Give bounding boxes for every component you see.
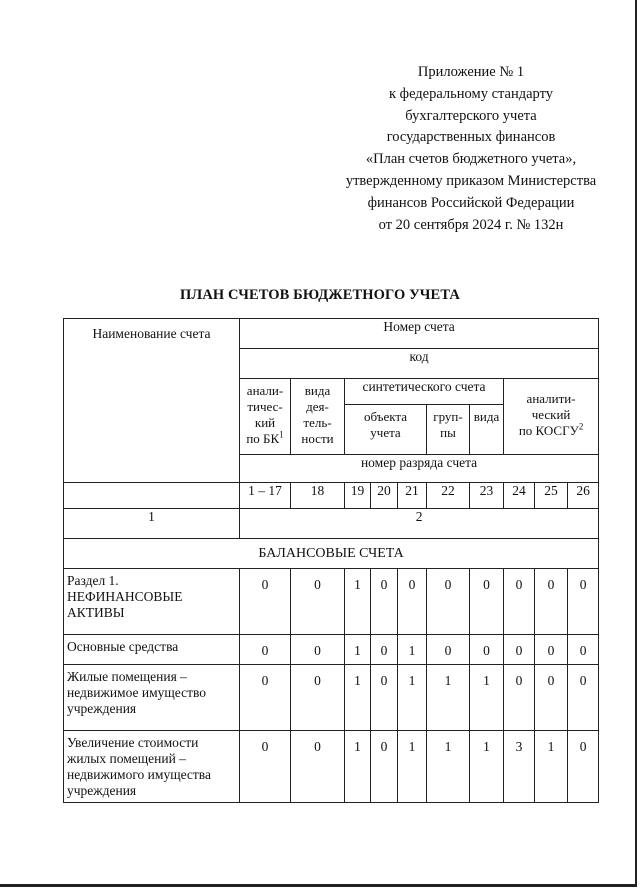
- digit-cell: 1 – 17: [240, 483, 291, 509]
- account-digit-cell: 0: [291, 569, 345, 635]
- column-number-1: 1: [64, 509, 240, 539]
- appendix-line: Приложение № 1: [417, 64, 525, 80]
- table-row: [64, 569, 599, 635]
- account-digit-cell: 0: [568, 635, 599, 665]
- account-digit-cell: 1: [345, 635, 371, 665]
- header-account-number: Номер счета: [240, 319, 599, 349]
- account-name-cell: Жилые помещения – недвижимое имущество учреждения: [64, 665, 240, 731]
- digits-row: [64, 483, 599, 509]
- account-digit-cell: 0: [470, 635, 504, 665]
- header-kosgu-text: аналити- ческий по КОСГУ: [518, 391, 579, 438]
- table-row: [64, 731, 599, 803]
- account-digit-cell: 0: [240, 731, 291, 803]
- account-digit-cell: 0: [291, 635, 345, 665]
- account-digit-cell: 0: [427, 569, 470, 635]
- account-digit-cell: 1: [345, 665, 371, 731]
- digit-cell: 23: [470, 483, 504, 509]
- account-digit-cell: 1: [427, 665, 470, 731]
- digit-cell: 19: [345, 483, 371, 509]
- header-accounting-object: [345, 405, 427, 455]
- appendix-line: «План счетов бюджетного учета»,: [365, 151, 577, 168]
- appendix-line: финансов Российской Федерации: [367, 194, 575, 211]
- account-digit-cell: 0: [398, 569, 427, 635]
- accounts-plan-table: [63, 318, 599, 803]
- footnote-2-mark: 2: [578, 421, 584, 432]
- account-name-cell: Раздел 1. НЕФИНАНСОВЫЕ АКТИВЫ: [64, 569, 240, 635]
- account-digit-cell: 0: [568, 569, 599, 635]
- account-digit-cell: 1: [398, 665, 427, 731]
- account-digit-cell: 1: [345, 569, 371, 635]
- account-name-cell: Увеличение стоимости жилых помещений – недвижимого имущества учреждения: [64, 731, 240, 803]
- account-digit-cell: 0: [240, 569, 291, 635]
- digit-cell: 20: [371, 483, 398, 509]
- account-digit-cell: 0: [371, 569, 398, 635]
- account-digit-cell: 1: [470, 665, 504, 731]
- account-digit-cell: 0: [291, 665, 345, 731]
- header-group: [427, 405, 470, 455]
- account-digit-cell: 1: [345, 731, 371, 803]
- account-digit-cell: 1: [535, 731, 568, 803]
- account-digit-cell: 0: [240, 665, 291, 731]
- header-kind: вида: [470, 405, 504, 455]
- account-digit-cell: 0: [504, 665, 535, 731]
- account-digit-cell: 0: [535, 635, 568, 665]
- account-digit-cell: 0: [240, 635, 291, 665]
- account-digit-cell: 0: [470, 569, 504, 635]
- appendix-block: [340, 62, 602, 236]
- digit-cell: 22: [427, 483, 470, 509]
- header-synthetic-account: синтетического счета: [345, 379, 504, 405]
- account-digit-cell: 0: [371, 731, 398, 803]
- account-name-cell: Основные средства: [64, 635, 240, 665]
- digit-cell: 25: [535, 483, 568, 509]
- table-row: [64, 635, 599, 665]
- column-number-2: 2: [240, 509, 599, 539]
- account-digit-cell: 0: [371, 665, 398, 731]
- header-activity-kind-text: вида дея- тель- ности: [301, 383, 334, 446]
- header-activity-kind: [291, 379, 345, 455]
- header-kosgu: [504, 379, 599, 455]
- appendix-line: от 20 сентября 2024 г. № 132н: [378, 216, 564, 233]
- account-digit-cell: 0: [568, 665, 599, 731]
- header-code: код: [240, 349, 599, 379]
- section-balance-accounts: БАЛАНСОВЫЕ СЧЕТА: [64, 539, 599, 569]
- account-digit-cell: 0: [291, 731, 345, 803]
- digit-cell: 21: [398, 483, 427, 509]
- account-digit-cell: 0: [504, 635, 535, 665]
- digit-cell: 26: [568, 483, 599, 509]
- appendix-line: бухгалтерского учета: [405, 107, 537, 124]
- header-accounting-object-text: объекта учета: [363, 409, 408, 440]
- account-digit-cell: 0: [504, 569, 535, 635]
- header-name-continuation: [64, 483, 240, 509]
- account-digit-cell: 3: [504, 731, 535, 803]
- account-digit-cell: 1: [398, 635, 427, 665]
- footnote-1-mark: 1: [279, 429, 284, 440]
- account-digit-cell: 1: [470, 731, 504, 803]
- header-group-text: груп- пы: [433, 409, 463, 440]
- header-account-name: Наименование счета: [64, 319, 240, 483]
- account-digit-cell: 0: [535, 569, 568, 635]
- appendix-line: государственных финансов: [386, 129, 556, 146]
- digit-cell: 24: [504, 483, 535, 509]
- table-row: [64, 665, 599, 731]
- account-digit-cell: 1: [398, 731, 427, 803]
- account-digit-cell: 0: [535, 665, 568, 731]
- account-digit-cell: 0: [568, 731, 599, 803]
- document-title: ПЛАН СЧЕТОВ БЮДЖЕТНОГО УЧЕТА: [180, 287, 460, 303]
- account-digit-cell: 1: [427, 731, 470, 803]
- digit-cell: 18: [291, 483, 345, 509]
- header-analytic-bk: [240, 379, 291, 455]
- header-digit-number: номер разряда счета: [240, 455, 599, 483]
- account-digit-cell: 0: [427, 635, 470, 665]
- appendix-line: к федеральному стандарту: [389, 85, 553, 102]
- account-digit-cell: 0: [371, 635, 398, 665]
- header-analytic-bk-text: анали- тичес- кий по БК: [246, 383, 284, 446]
- appendix-line: утвержденному приказом Министерства: [345, 172, 597, 189]
